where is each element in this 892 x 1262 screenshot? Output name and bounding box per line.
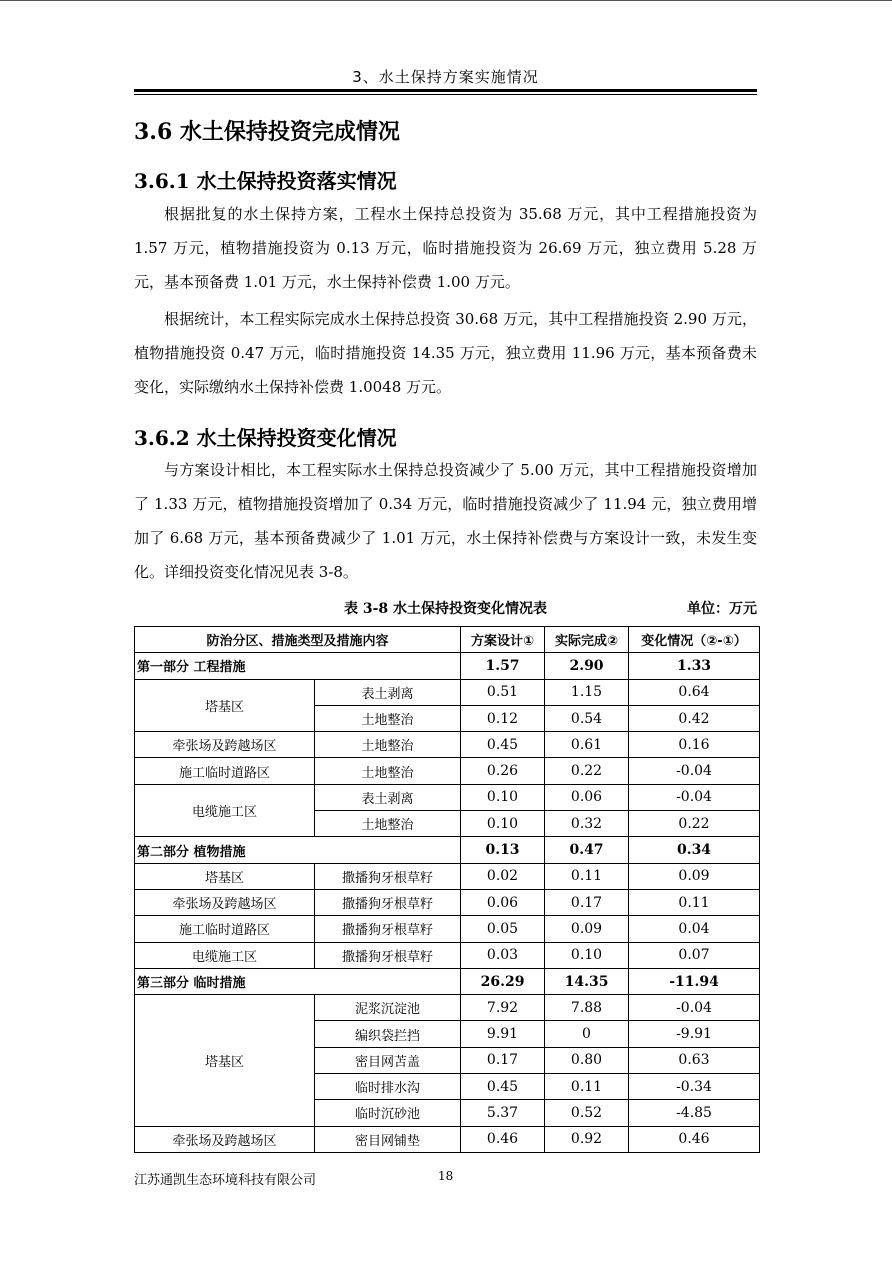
cell-design: 0.17 <box>461 1047 545 1073</box>
cell-design: 0.12 <box>461 705 545 731</box>
cell-change: -0.04 <box>629 995 760 1021</box>
cell-change: 0.63 <box>629 1047 760 1073</box>
page-number: 18 <box>438 1169 454 1183</box>
header-item: 防治分区、措施类型及措施内容 <box>135 627 461 653</box>
cell-design: 5.37 <box>461 1100 545 1126</box>
header-actual: 实际完成② <box>545 627 629 653</box>
subsection-title-2: 3.6.2 水土保持投资变化情况 <box>134 426 397 450</box>
cell-zone: 施工临时道路区 <box>135 916 315 942</box>
cell-change: 0.04 <box>629 916 760 942</box>
cell-design: 0.46 <box>461 1126 545 1152</box>
cell-measure: 土地整治 <box>315 758 461 784</box>
section-row-temporary <box>135 968 760 994</box>
cell-measure: 撒播狗牙根草籽 <box>315 916 461 942</box>
cell-change: 0.16 <box>629 732 760 758</box>
cell-change: -0.04 <box>629 758 760 784</box>
cell-measure: 临时沉砂池 <box>315 1100 461 1126</box>
table-caption-bar <box>134 598 757 620</box>
cell-measure: 表土剥离 <box>315 679 461 705</box>
cell-actual: 7.88 <box>545 995 629 1021</box>
table-row <box>135 732 760 758</box>
cell-zone: 塔基区 <box>135 995 315 1126</box>
cell-actual: 0.54 <box>545 705 629 731</box>
table-header-row <box>135 627 760 653</box>
cell-measure: 撒播狗牙根草籽 <box>315 889 461 915</box>
cell-actual: 1.15 <box>545 679 629 705</box>
section-label: 第三部分 临时措施 <box>135 968 461 994</box>
cell-design: 9.91 <box>461 1021 545 1047</box>
table-row <box>135 995 760 1021</box>
cell-actual: 0.11 <box>545 1074 629 1100</box>
paragraph-planned-investment: 根据批复的水土保持方案，工程水土保持总投资为 35.68 万元，其中工程措施投资为 1.57 万元，植物措施投资为 0.13 万元，临时措施投资为 26.69 万元，独立费用 5.28 万元，基本预备费 1.01 万元，水土保持补偿费 1.00 万元。 <box>134 205 757 291</box>
cell-change: -0.04 <box>629 784 760 810</box>
cell-actual: 0.17 <box>545 889 629 915</box>
cell-zone: 牵张场及跨越场区 <box>135 732 315 758</box>
cell-actual: 0.22 <box>545 758 629 784</box>
section-title: 3.6 水土保持投资完成情况 <box>134 119 400 145</box>
cell-change: -11.94 <box>629 968 760 994</box>
table-row <box>135 889 760 915</box>
cell-measure: 表土剥离 <box>315 784 461 810</box>
cell-design: 0.10 <box>461 811 545 837</box>
cell-actual: 0.06 <box>545 784 629 810</box>
cell-change: 0.22 <box>629 811 760 837</box>
table-caption: 表 3-8 水土保持投资变化情况表 <box>343 601 548 617</box>
table-row <box>135 758 760 784</box>
cell-actual: 0.61 <box>545 732 629 758</box>
cell-measure: 土地整治 <box>315 811 461 837</box>
cell-measure: 密目网铺垫 <box>315 1126 461 1152</box>
cell-change: -9.91 <box>629 1021 760 1047</box>
cell-measure: 土地整治 <box>315 705 461 731</box>
cell-zone: 施工临时道路区 <box>135 758 315 784</box>
cell-design: 0.03 <box>461 942 545 968</box>
table-row <box>135 916 760 942</box>
cell-design: 0.10 <box>461 784 545 810</box>
cell-measure: 泥浆沉淀池 <box>315 995 461 1021</box>
cell-design: 0.13 <box>461 837 545 863</box>
cell-actual: 0.10 <box>545 942 629 968</box>
investment-change-table <box>134 626 760 1153</box>
table-row <box>135 784 760 810</box>
cell-zone: 塔基区 <box>135 679 315 732</box>
cell-actual: 0.11 <box>545 863 629 889</box>
cell-design: 7.92 <box>461 995 545 1021</box>
table-row <box>135 863 760 889</box>
cell-change: -0.34 <box>629 1074 760 1100</box>
cell-design: 0.05 <box>461 916 545 942</box>
cell-design: 0.02 <box>461 863 545 889</box>
header-design: 方案设计① <box>461 627 545 653</box>
table-row <box>135 942 760 968</box>
cell-measure: 临时排水沟 <box>315 1074 461 1100</box>
cell-zone: 塔基区 <box>135 863 315 889</box>
table-unit: 单位：万元 <box>687 601 757 617</box>
cell-design: 0.45 <box>461 1074 545 1100</box>
cell-zone: 电缆施工区 <box>135 942 315 968</box>
cell-change: 1.33 <box>629 653 760 679</box>
cell-change: 0.64 <box>629 679 760 705</box>
cell-change: 0.42 <box>629 705 760 731</box>
header-rule-thin <box>134 94 757 95</box>
cell-actual: 0.80 <box>545 1047 629 1073</box>
cell-actual: 14.35 <box>545 968 629 994</box>
cell-measure: 编织袋拦挡 <box>315 1021 461 1047</box>
cell-actual: 0 <box>545 1021 629 1047</box>
footer-company: 江苏通凯生态环境科技有限公司 <box>134 1173 317 1188</box>
header-rule-thick <box>134 89 757 92</box>
cell-measure: 密目网苫盖 <box>315 1047 461 1073</box>
top-border <box>0 0 892 1</box>
cell-zone: 牵张场及跨越场区 <box>135 889 315 915</box>
cell-actual: 0.92 <box>545 1126 629 1152</box>
paragraph-actual-investment: 根据统计，本工程实际完成水土保持总投资 30.68 万元，其中工程措施投资 2.90 万元，植物措施投资 0.47 万元，临时措施投资 14.35 万元，独立费用 11.96 万元，基本预备费未变化，实际缴纳水土保持补偿费 1.0048 万元。 <box>134 310 757 396</box>
cell-change: -4.85 <box>629 1100 760 1126</box>
table-row <box>135 679 760 705</box>
cell-change: 0.09 <box>629 863 760 889</box>
section-row-vegetation <box>135 837 760 863</box>
cell-zone: 牵张场及跨越场区 <box>135 1126 315 1152</box>
cell-measure: 撒播狗牙根草籽 <box>315 942 461 968</box>
table-row <box>135 1126 760 1152</box>
cell-change: 0.07 <box>629 942 760 968</box>
section-label: 第一部分 工程措施 <box>135 653 461 679</box>
cell-design: 0.51 <box>461 679 545 705</box>
running-header: 3、水土保持方案实施情况 <box>352 68 539 86</box>
cell-zone: 电缆施工区 <box>135 784 315 837</box>
cell-design: 1.57 <box>461 653 545 679</box>
cell-design: 0.06 <box>461 889 545 915</box>
cell-actual: 0.47 <box>545 837 629 863</box>
cell-actual: 0.09 <box>545 916 629 942</box>
cell-design: 0.26 <box>461 758 545 784</box>
cell-change: 0.34 <box>629 837 760 863</box>
paragraph-investment-change: 与方案设计相比，本工程实际水土保持总投资减少了 5.00 万元，其中工程措施投资增加了 1.33 万元，植物措施投资增加了 0.34 万元，临时措施投资减少了 11.94 元，独立费用增加了 6.68 万元，基本预备费减少了 1.01 万元，水土保持补偿费与方案设计一致，未发生变化。详细投资变化情况见表 3-8。 <box>134 461 757 581</box>
cell-measure: 撒播狗牙根草籽 <box>315 863 461 889</box>
cell-change: 0.11 <box>629 889 760 915</box>
cell-measure: 土地整治 <box>315 732 461 758</box>
section-row-engineering <box>135 653 760 679</box>
subsection-title-1: 3.6.1 水土保持投资落实情况 <box>134 169 397 193</box>
cell-design: 26.29 <box>461 968 545 994</box>
cell-actual: 0.52 <box>545 1100 629 1126</box>
cell-actual: 0.32 <box>545 811 629 837</box>
section-label: 第二部分 植物措施 <box>135 837 461 863</box>
cell-design: 0.45 <box>461 732 545 758</box>
cell-change: 0.46 <box>629 1126 760 1152</box>
header-change: 变化情况（②-①） <box>629 627 760 653</box>
cell-actual: 2.90 <box>545 653 629 679</box>
